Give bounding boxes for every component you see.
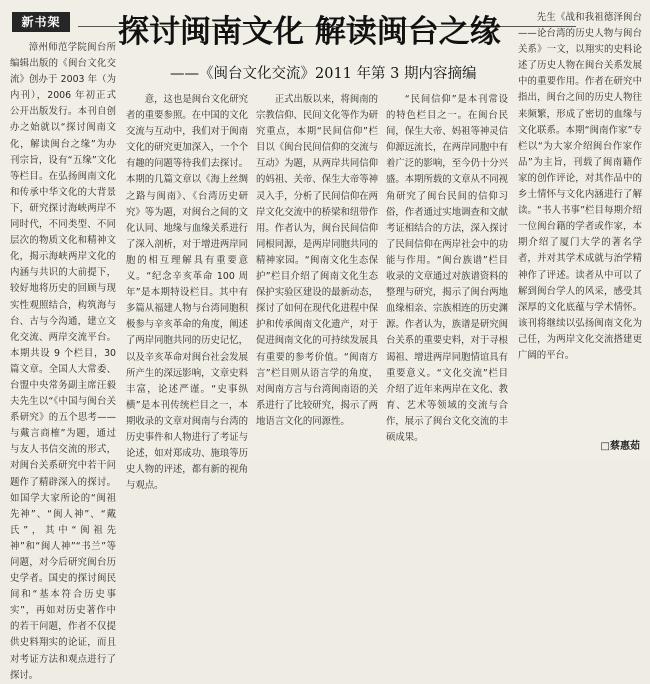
article-subtitle: ——《闽台文化交流》2011 年第 3 期内容摘编 [170, 66, 477, 82]
text-column-2 [126, 92, 248, 492]
section-badge: 新书架 [12, 12, 70, 32]
text-column-5 [518, 10, 642, 434]
text-column-3 [256, 92, 378, 456]
text-column-4 [386, 92, 508, 456]
column-4-text: “民间信仰”是本刊常设的特色栏目之一。在闽台民间，保生大帝、妈祖等神灵信仰源远流长，在两岸同胞中有着广泛的影响，至今仍十分兴盛。本期所载的文章从不同视角研究了闽台民间的信仰习俗，作者通过实地调查和文献考证相结合的方法，深入探讨了民间信仰在两岸社会中的功能与作用。“闽台族谱”栏目收录的文章通过对族谱资料的整理与研究，揭示了闽台两地血缘相亲、宗族相连的历史渊源。作者认为，族谱是研究闽台关系的重要史料，对于寻根谒祖、增进两岸同胞情谊具有重要意义。“文化交流”栏目介绍了近年来两岸在文化、教育、艺术等领域的交流与合作，展示了闽台文化交流的丰硕成果。 [386, 94, 508, 443]
column-3-text: 正式出版以来，将闽南的宗教信仰、民间文化等作为研究重点，本期“民间信仰”栏目以《闽台民间信仰的交流与互动》为题，从两岸共同信仰的妈祖、关帝、保生大帝等神灵入手，分析了民间信仰在两岸文化交流中的桥梁和纽带作用。作者认为，闽台民间信仰同根同源，是两岸同胞共同的精神家园。“闽南文化生态保护”栏目介绍了闽南文化生态保护实验区建设的最新动态，探讨了如何在现代化进程中保护和传承闽南文化遗产，对于促进闽南文化的可持续发展具有重要的参考价值。“闽南方言”栏目则从语言学的角度，对闽南方言与台湾闽南语的关系进行了比较研究，揭示了两地语言文化的同源性。 [256, 94, 378, 427]
column-2-text: 意，这也是闽台文化研究者的重要参照。在中国的文化交流与互动中，我们对于闽南文化的研究更加深入，一个个有趣的问题等待我们去探讨。本期的几篇文章以《海上丝绸之路与闽南》、《台湾历史研究》等为题，对闽台之间的文化认同、地缘与血缘关系进行了深入剖析，对于增进两岸同胞的相互理解具有重要意义。“纪念辛亥革命 100 周年”是本期特设栏目。其中有多篇从福建人物与台湾同胞积极参与辛亥革命的角度，阐述了两岸同胞共同的历史记忆，以及辛亥革命对闽台社会发展所产生的深远影响，文章史料丰富，论述严谨。“史事纵横”是本刊传统栏目之一，本期收录的文章对闽南与台湾的历史事件和人物进行了考证与论述，如对郑成功、施琅等历史人物的评述，都有新的视角与观点。 [126, 94, 248, 492]
text-column-1 [10, 40, 116, 681]
article-title: 探讨闽南文化 解读闽台之缘 [118, 14, 501, 50]
author-signature: □蔡惠茹 [600, 441, 640, 452]
column-5-text: 先生《战和我祖德泽闽台——论台湾的历史人物与闽台关系》一文，以翔实的史料论述了历史人物在闽台关系发展中的重要作用。作者在研究中指出，闽台之间的历史人物往来频繁，形成了密切的血缘与文化联系。本期“闽南作家”专栏以“为大家介绍闽台作家作品”为主旨，刊载了闽南籍作家的创作评论，对其作品中的乡土情怀与文化内涵进行了解读。“书人书事”栏目每期介绍一位闽台籍的学者或作家，本期介绍了厦门大学的著名学者，并对其学术成就与治学精神作了评述。读者从中可以了解到闽台学人的风采，感受其深厚的文化底蕴与学术情怀。该刊将继续以弘扬闽南文化为己任，为两岸文化交流搭建更广阔的平台。 [518, 12, 642, 361]
column-1-text: 漳州师范学院闽台所编辑出版的《闽台文化交流》创办于 2003 年（为内刊），2006 年初正式公开出版发行。本刊自创办之始就以“探讨闽南文化，解读闽台之缘”为办刊宗旨，设有“五缘”文化等栏目。在弘扬闽南文化和传承中华文化的大背景下，研究探讨海峡两岸不同时代，不同类型、不同层次的物质文化和精神文化，揭示海峡两岸文化的内涵与共识的大前提下，较好地将历史的回顾与现实性观照结合，构筑海与台、古与今沟通，建立文化交流、两岸交流平台。本期共设 9 个栏目，30 篇文章。全国人大常委、台盟中央常务副主席汪毅夫先生以“《中国与闽台关系研究》的五个思考——与戴言商榷”为题，通过与友人书信交流的形式，对闽台关系研究中若干问题作了精辟深入的探讨。如国学大家所论的“闽祖先神”、“闽人神”、“戴氏”，其中“闽祖先神”和“闽人神”“书兰”等问题，对今后研究闽台历史学者。国史的探讨闽民间和“基本符合历史事实”，再如对历史著作中的若干问题，作者不仅提供史料翔实的论证，而且对考证方法和观点进行了探讨。 [10, 42, 116, 681]
